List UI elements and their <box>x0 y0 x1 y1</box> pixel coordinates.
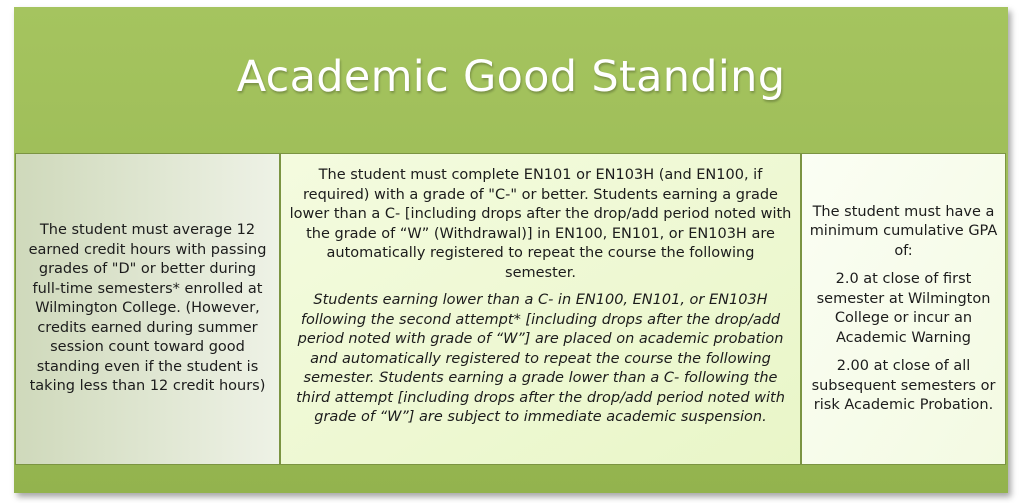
gpa-subsequent-semesters-text: 2.00 at close of all subsequent semesters or risk Academic Probation. <box>811 358 996 413</box>
english-probation-paragraph: Students earning lower than a C- in EN100, EN101, or EN103H following the second attempt* [including drops after the drop/add period noted with grade of “W”] are placed on academic probation and automatically registered to repeat the course the following semester. Students earning a grade lower than a C- following the third attempt [including drops after the drop/add period noted with grade of “W”] are subject to immediate academic suspension. <box>296 292 785 425</box>
gpa-requirement <box>801 153 1006 465</box>
page-title: Academic Good Standing <box>236 52 786 102</box>
standing-panel <box>14 7 1008 493</box>
credit-hours-requirement <box>15 153 280 465</box>
credit-hours-text: The student must average 12 earned credit hours with passing grades of "D" or better during full-time semesters* enrolled at Wilmington College. (However, credits earned during summer session count toward good standing even if the student is taking less than 12 credit hours) <box>28 222 267 395</box>
english-requirement-paragraph: The student must complete EN101 or EN103H (and EN100, if required) with a grade of "C-" or better. Students earning a grade lower than a C- [including drops after the drop/add period noted with the grade of “W” (Withdrawal)] in EN100, EN101, or EN103H are automatically registered to repeat the course the following semester. <box>289 167 792 281</box>
gpa-first-semester-text: 2.0 at close of first semester at Wilmington College or incur an Academic Warning <box>816 271 991 346</box>
gpa-intro-text: The student must have a minimum cumulative GPA of: <box>809 203 998 259</box>
english-course-requirement <box>280 153 801 465</box>
